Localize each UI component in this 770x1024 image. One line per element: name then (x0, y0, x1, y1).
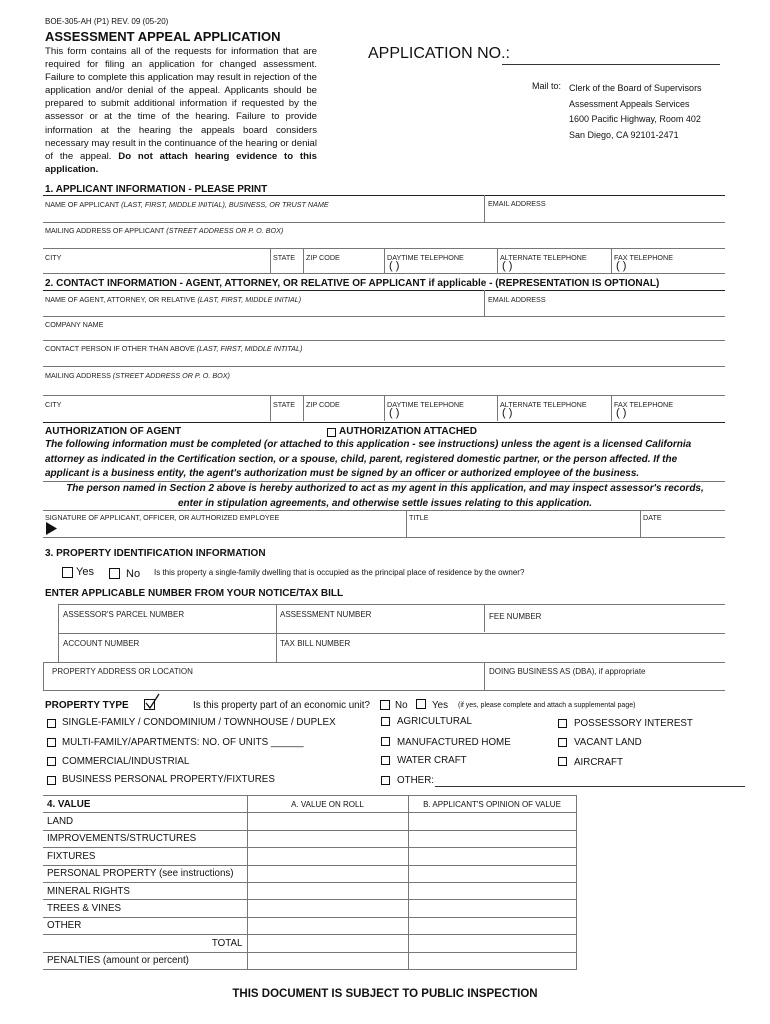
commercial-checkbox[interactable] (47, 757, 56, 766)
economic-unit-yes-checkbox[interactable] (416, 699, 426, 709)
divider (43, 422, 725, 423)
multi-family-checkbox[interactable] (47, 738, 56, 747)
manufactured-home-label: MANUFACTURED HOME (397, 737, 511, 748)
vacant-land-label: VACANT LAND (574, 737, 642, 748)
value-on-roll-cell[interactable] (247, 830, 408, 847)
opinion-value-cell[interactable] (408, 952, 576, 969)
value-row-label: PENALTIES (amount or percent) (43, 952, 247, 969)
intro-text (45, 45, 317, 176)
divider (406, 510, 407, 537)
section1-heading: 1. APPLICANT INFORMATION - PLEASE PRINT (45, 184, 268, 195)
label-hint: (LAST, FIRST, MIDDLE INITIAL), BUSINESS, OR TRUST NAME (121, 200, 329, 209)
value-row-label: PERSONAL PROPERTY (see instructions) (43, 865, 247, 882)
authorization-heading: AUTHORIZATION OF AGENT (45, 426, 182, 437)
table-row (43, 882, 576, 899)
divider (497, 248, 498, 273)
commercial-label: COMMERCIAL/INDUSTRIAL (62, 756, 190, 767)
table-row (43, 830, 576, 847)
other-type-label: OTHER: (397, 775, 435, 786)
value-on-roll-cell[interactable] (247, 813, 408, 830)
divider (43, 316, 725, 317)
table-row (43, 848, 576, 865)
aircraft-label: AIRCRAFT (574, 757, 623, 768)
divider (384, 395, 385, 421)
mail-line: San Diego, CA 92101-2471 (569, 129, 679, 140)
opinion-value-cell[interactable] (408, 813, 576, 830)
value-row-label: FIXTURES (43, 848, 247, 865)
fee-number-label: FEE NUMBER (489, 612, 542, 621)
divider (484, 604, 485, 632)
contact-person-label (45, 344, 302, 353)
agent-day-phone-paren[interactable]: ( ) (389, 407, 400, 419)
divider (43, 662, 725, 663)
divider (43, 290, 725, 291)
opinion-value-cell[interactable] (408, 917, 576, 934)
authorization-statement (45, 482, 725, 511)
applicant-name-label (45, 200, 329, 209)
statement-line: enter in stipulation agreements, and otherwise settle issues relating to this application. (178, 497, 592, 509)
vacant-land-checkbox[interactable] (558, 738, 567, 747)
agent-mailing-label (45, 371, 230, 380)
agent-name-label (45, 295, 301, 304)
opinion-value-header: B. APPLICANT'S OPINION OF VALUE (408, 796, 576, 813)
property-address-label: PROPERTY ADDRESS OR LOCATION (52, 667, 193, 676)
no-label: No (126, 568, 141, 580)
divider (43, 510, 725, 511)
economic-unit-question: Is this property part of an economic unit? (193, 700, 370, 711)
agent-alt-phone-paren[interactable]: ( ) (502, 407, 513, 419)
economic-unit-no-checkbox[interactable] (380, 700, 390, 710)
enter-number-heading: ENTER APPLICABLE NUMBER FROM YOUR NOTICE/TAX BILL (45, 588, 344, 599)
dba-label: DOING BUSINESS AS (DBA), if appropriate (489, 667, 646, 676)
single-family-checkbox[interactable] (47, 719, 56, 728)
form-title: ASSESSMENT APPEAL APPLICATION (45, 29, 281, 44)
possessory-interest-label: POSSESSORY INTEREST (574, 718, 693, 729)
fax-paren[interactable]: ( ) (616, 260, 627, 272)
divider (43, 195, 725, 196)
divider (43, 662, 44, 690)
alt-phone-paren[interactable]: ( ) (502, 260, 513, 272)
applicant-day-phone-label: DAYTIME TELEPHONE (387, 253, 464, 262)
other-type-checkbox[interactable] (381, 776, 390, 785)
agent-city-label: CITY (45, 400, 62, 409)
divider (484, 290, 485, 316)
economic-unit-yes-label: Yes (432, 700, 448, 711)
divider (484, 195, 485, 222)
divider (484, 662, 485, 690)
signature-label: SIGNATURE OF APPLICANT, OFFICER, OR AUTHORIZED EMPLOYEE (45, 513, 280, 522)
divider (270, 248, 271, 273)
owner-occupied-question: Is this property a single-family dwelling that is occupied as the principal place of residence by the owner? (154, 568, 525, 577)
label-text: MAILING ADDRESS OF APPLICANT (45, 226, 165, 235)
applicant-mailing-label (45, 226, 283, 235)
table-row (43, 865, 576, 882)
opinion-value-cell[interactable] (408, 865, 576, 882)
label-hint: (LAST, FIRST, MIDDLE INTITAL) (196, 344, 303, 353)
table-row (43, 900, 576, 917)
other-type-field[interactable] (435, 786, 745, 787)
label-text: MAILING ADDRESS (45, 371, 111, 380)
table-row (43, 935, 576, 952)
mail-line: Clerk of the Board of Supervisors (569, 83, 702, 93)
label-text: NAME OF AGENT, ATTORNEY, OR RELATIVE (45, 295, 196, 304)
economic-unit-yes-hint: (if yes, please complete and attach a supplemental page) (458, 702, 636, 709)
value-table (43, 795, 577, 970)
divider (43, 366, 725, 367)
divider (270, 395, 271, 421)
label-hint: (LAST, FIRST, MIDDLE INITIAL) (197, 295, 302, 304)
applicant-state-label: STATE (273, 253, 296, 262)
label-hint: (STREET ADDRESS OR P. O. BOX) (112, 371, 230, 380)
divider (43, 690, 725, 691)
value-row-label: TREES & VINES (43, 900, 247, 917)
parcel-number-label: ASSESSOR'S PARCEL NUMBER (63, 610, 185, 619)
authorization-line: attorney as indicated in the Certification section, or a spouse, child, parent, registered domestic partner, or the person affected. If the (45, 453, 678, 465)
value-row-label: LAND (43, 813, 247, 830)
divider (43, 273, 725, 274)
water-craft-checkbox[interactable] (381, 756, 390, 765)
form-id: BOE-305-AH (P1) REV. 09 (05-20) (45, 17, 169, 26)
table-row (43, 952, 576, 969)
value-on-roll-cell[interactable] (247, 917, 408, 934)
public-inspection-notice: THIS DOCUMENT IS SUBJECT TO PUBLIC INSPECTION (232, 988, 538, 1000)
manufactured-home-checkbox[interactable] (381, 737, 390, 746)
section4-heading: 4. VALUE (43, 796, 247, 813)
authorization-line: The following information must be completed (or attached to this application - see instructions) unless the agent is a licensed California (45, 439, 692, 450)
mail-address (569, 81, 702, 143)
value-on-roll-cell[interactable] (247, 882, 408, 899)
divider (303, 395, 304, 421)
value-row-label: IMPROVEMENTS/STRUCTURES (43, 830, 247, 847)
date-label: DATE (643, 513, 662, 522)
value-on-roll-cell[interactable] (247, 865, 408, 882)
value-row-label: OTHER (43, 917, 247, 934)
authorization-instructions (45, 438, 691, 482)
opinion-value-cell[interactable] (408, 848, 576, 865)
property-type-heading: PROPERTY TYPE (45, 700, 129, 711)
agent-zip-label: ZIP CODE (306, 400, 340, 409)
applicant-email-label: EMAIL ADDRESS (488, 199, 546, 208)
intro-bold: Do not attach hearing evidence to this application. (45, 150, 317, 175)
yes-label: Yes (76, 566, 94, 578)
title-label: TITLE (409, 513, 429, 522)
agent-alt-phone-label: ALTERNATE TELEPHONE (500, 400, 587, 409)
signature-arrow-icon (46, 522, 58, 535)
divider (43, 340, 725, 341)
divider (640, 510, 641, 537)
label-hint: (STREET ADDRESS OR P. O. BOX) (166, 226, 284, 235)
table-row (43, 917, 576, 934)
business-personal-checkbox[interactable] (47, 776, 56, 785)
authorization-line: applicant is a business entity, the agent's authorization must be signed by an officer or authorized employee of the business. (45, 468, 640, 479)
divider (43, 537, 725, 538)
mail-to-label: Mail to: (532, 81, 562, 91)
value-row-label: MINERAL RIGHTS (43, 882, 247, 899)
application-no-field[interactable] (502, 64, 720, 65)
applicant-alt-phone-label: ALTERNATE TELEPHONE (500, 253, 587, 262)
aircraft-checkbox[interactable] (558, 757, 567, 766)
single-family-label: SINGLE-FAMILY / CONDOMINIUM / TOWNHOUSE / DUPLEX (62, 717, 336, 728)
section2-heading: 2. CONTACT INFORMATION - AGENT, ATTORNEY, OR RELATIVE OF APPLICANT if applicable - (REPRESENTATION IS OPTIONAL) (45, 278, 660, 289)
assessment-number-label: ASSESSMENT NUMBER (280, 610, 372, 619)
label-text: NAME OF APPLICANT (45, 200, 120, 209)
economic-unit-no-label: No (395, 700, 408, 711)
label-text: CONTACT PERSON IF OTHER THAN ABOVE (45, 344, 195, 353)
divider (58, 604, 725, 605)
company-name-label: COMPANY NAME (45, 320, 104, 329)
divider (611, 395, 612, 421)
business-personal-label: BUSINESS PERSONAL PROPERTY/FIXTURES (62, 774, 275, 785)
water-craft-label: WATER CRAFT (397, 755, 467, 766)
value-on-roll-header: A. VALUE ON ROLL (247, 796, 408, 813)
opinion-value-cell[interactable] (408, 935, 576, 952)
agent-state-label: STATE (273, 400, 296, 409)
applicant-city-label: CITY (45, 253, 62, 262)
agent-day-phone-label: DAYTIME TELEPHONE (387, 400, 464, 409)
table-row (43, 796, 576, 813)
applicant-zip-label: ZIP CODE (306, 253, 340, 262)
checkmark-icon (144, 693, 160, 710)
opinion-value-cell[interactable] (408, 830, 576, 847)
applicant-fax-label: FAX TELEPHONE (614, 253, 673, 262)
agricultural-checkbox[interactable] (381, 717, 390, 726)
divider (43, 222, 725, 223)
intro-body: This form contains all of the requests for information that are required for filing an application for changed assessment. Failure to complete this application may result in rejection of the application and/or denial of the appeal. Applicants should be prepared to submit additional information if requested by the assessor or at the time of the hearing. Failure to provide information at the hearing the appeals board considers necessary may result in the continuance of the hearing or denial of the appeal. (45, 46, 317, 162)
multi-family-label: MULTI-FAMILY/APARTMENTS: NO. OF UNITS ______ (62, 737, 304, 748)
mail-line: Assessment Appeals Services (569, 98, 690, 109)
value-on-roll-cell[interactable] (247, 848, 408, 865)
owner-occupied-no-checkbox[interactable] (109, 568, 120, 579)
authorization-attached-checkbox[interactable] (327, 428, 336, 437)
divider (303, 248, 304, 273)
application-no-label: APPLICATION NO.: (368, 45, 510, 62)
divider (384, 248, 385, 273)
agent-fax-label: FAX TELEPHONE (614, 400, 673, 409)
opinion-value-cell[interactable] (408, 882, 576, 899)
agricultural-label: AGRICULTURAL (397, 716, 472, 727)
agent-email-label: EMAIL ADDRESS (488, 295, 546, 304)
authorization-attached-label: AUTHORIZATION ATTACHED (339, 426, 477, 437)
divider (611, 248, 612, 273)
opinion-value-cell[interactable] (408, 900, 576, 917)
value-on-roll-cell[interactable] (247, 900, 408, 917)
divider (58, 633, 725, 634)
value-on-roll-cell[interactable] (247, 935, 408, 952)
value-row-label: TOTAL (43, 935, 247, 952)
value-on-roll-cell[interactable] (247, 952, 408, 969)
signature-field[interactable] (60, 522, 400, 536)
mail-line: 1600 Pacific Highway, Room 402 (569, 114, 701, 124)
agent-fax-paren[interactable]: ( ) (616, 407, 627, 419)
tax-bill-number-label: TAX BILL NUMBER (280, 639, 351, 648)
owner-occupied-yes-checkbox[interactable] (62, 567, 73, 578)
day-phone-paren[interactable]: ( ) (389, 260, 400, 272)
statement-line: The person named in Section 2 above is hereby authorized to act as my agent in this application, and may inspect assessor's records, (66, 483, 704, 494)
possessory-interest-checkbox[interactable] (558, 719, 567, 728)
divider (497, 395, 498, 421)
account-number-label: ACCOUNT NUMBER (63, 639, 140, 648)
section3-heading: 3. PROPERTY IDENTIFICATION INFORMATION (45, 548, 266, 559)
table-row (43, 813, 576, 830)
